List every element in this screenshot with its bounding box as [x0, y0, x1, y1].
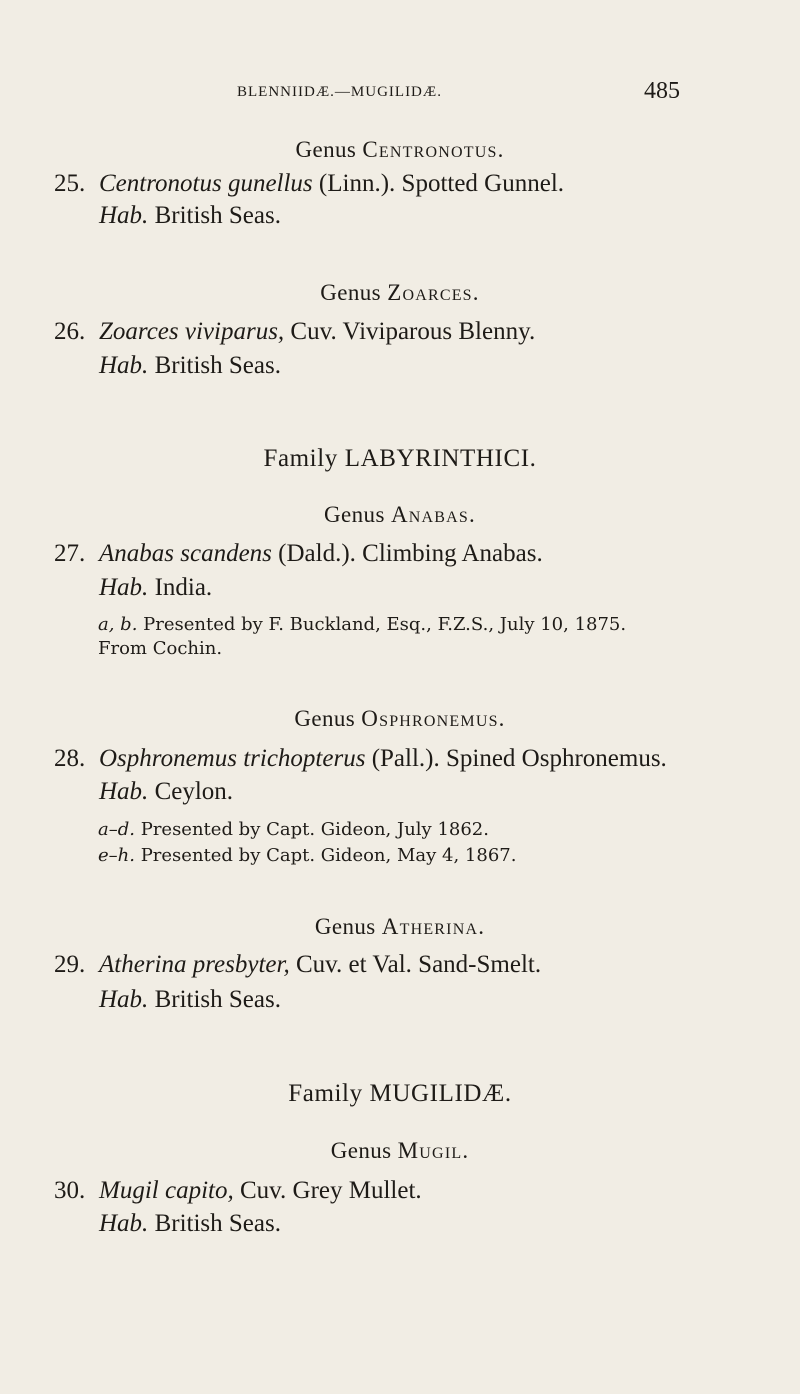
specimen-text: Presented by F. Buckland, Esq., F.Z.S., July 10, 1875. [137, 614, 627, 635]
habitat-value: British Seas. [148, 202, 281, 229]
genus-word: Genus [295, 137, 357, 162]
species-details: Cuv. Grey Mullet. [233, 1177, 422, 1204]
genus-name: Zoarces. [387, 280, 480, 305]
specimen-note-27 [98, 614, 626, 635]
specimen-text: Presented by Capt. Gideon, July 1862. [134, 819, 489, 840]
entry-30 [54, 1177, 422, 1205]
genus-heading-anabas [0, 502, 800, 528]
habitat-30 [99, 1210, 281, 1238]
habitat-value: British Seas. [148, 352, 281, 379]
genus-name: Atherina. [381, 914, 486, 939]
habitat-29 [99, 986, 281, 1014]
entry-number: 27. [54, 540, 86, 567]
entry-number: 29. [54, 951, 86, 978]
genus-heading-atherina [0, 914, 800, 940]
running-title: BLENNIIDÆ.—MUGILIDÆ. [237, 84, 442, 100]
species-name: Osphronemus trichopterus [99, 745, 366, 772]
genus-name: Anabas. [390, 502, 476, 527]
specimen-letters: a, b. [98, 614, 138, 635]
entry-26 [54, 318, 535, 346]
entry-number: 28. [54, 745, 86, 772]
species-details: (Dald.). Climbing Anabas. [271, 540, 543, 567]
species-details: Cuv. Viviparous Blenny. [284, 318, 536, 345]
species-name: Centronotus gunellus [99, 170, 313, 197]
habitat-value: India. [148, 574, 213, 601]
genus-heading-zoarces [0, 280, 800, 306]
genus-word: Genus [320, 280, 382, 305]
species-details: Cuv. et Val. Sand-Smelt. [289, 951, 542, 978]
species-details: (Linn.). Spotted Gunnel. [312, 170, 565, 197]
species-details: (Pall.). Spined Osphronemus. [365, 745, 667, 772]
species-name: Mugil capito, [99, 1177, 234, 1204]
specimen-note-27-continued: From Cochin. [98, 638, 223, 659]
page-number: 485 [644, 78, 680, 104]
genus-name: Centronotus. [362, 137, 505, 162]
species-name: Zoarces viviparus, [99, 318, 285, 345]
specimen-note-28b [98, 845, 516, 866]
genus-name: Osphronemus. [361, 706, 506, 731]
habitat-label: Hab. [99, 574, 149, 601]
genus-word: Genus [330, 1138, 392, 1163]
species-name: Anabas scandens [99, 540, 272, 567]
entry-27 [54, 540, 543, 568]
family-heading-mugilidae: Family MUGILIDÆ. [288, 1080, 512, 1107]
habitat-label: Hab. [99, 1210, 149, 1237]
species-name: Atherina presbyter, [99, 951, 290, 978]
family-heading-labyrinthici: Family LABYRINTHICI. [263, 445, 537, 472]
genus-word: Genus [294, 706, 356, 731]
habitat-28 [99, 778, 233, 806]
habitat-26 [99, 352, 281, 380]
entry-number: 26. [54, 318, 86, 345]
genus-heading-mugil [0, 1138, 800, 1164]
specimen-text: Presented by Capt. Gideon, May 4, 1867. [134, 845, 517, 866]
specimen-note-28a [98, 819, 489, 840]
entry-29 [54, 951, 541, 979]
habitat-label: Hab. [99, 778, 149, 805]
habitat-label: Hab. [99, 986, 149, 1013]
specimen-letters: a–d. [98, 819, 135, 840]
genus-name: Mugil. [397, 1138, 470, 1163]
habitat-value: British Seas. [148, 1210, 281, 1237]
habitat-27 [99, 574, 212, 602]
running-header [0, 78, 800, 104]
habitat-25 [99, 202, 281, 230]
habitat-value: Ceylon. [148, 778, 234, 805]
specimen-letters: e–h. [98, 845, 135, 866]
entry-28 [54, 745, 667, 773]
entry-25 [54, 170, 564, 198]
genus-word: Genus [314, 914, 376, 939]
entry-number: 30. [54, 1177, 86, 1204]
genus-word: Genus [324, 502, 385, 527]
genus-heading-osphronemus [0, 706, 800, 732]
habitat-value: British Seas. [148, 986, 281, 1013]
habitat-label: Hab. [99, 352, 149, 379]
habitat-label: Hab. [99, 202, 149, 229]
entry-number: 25. [54, 170, 86, 197]
genus-heading-centronotus [0, 137, 800, 163]
